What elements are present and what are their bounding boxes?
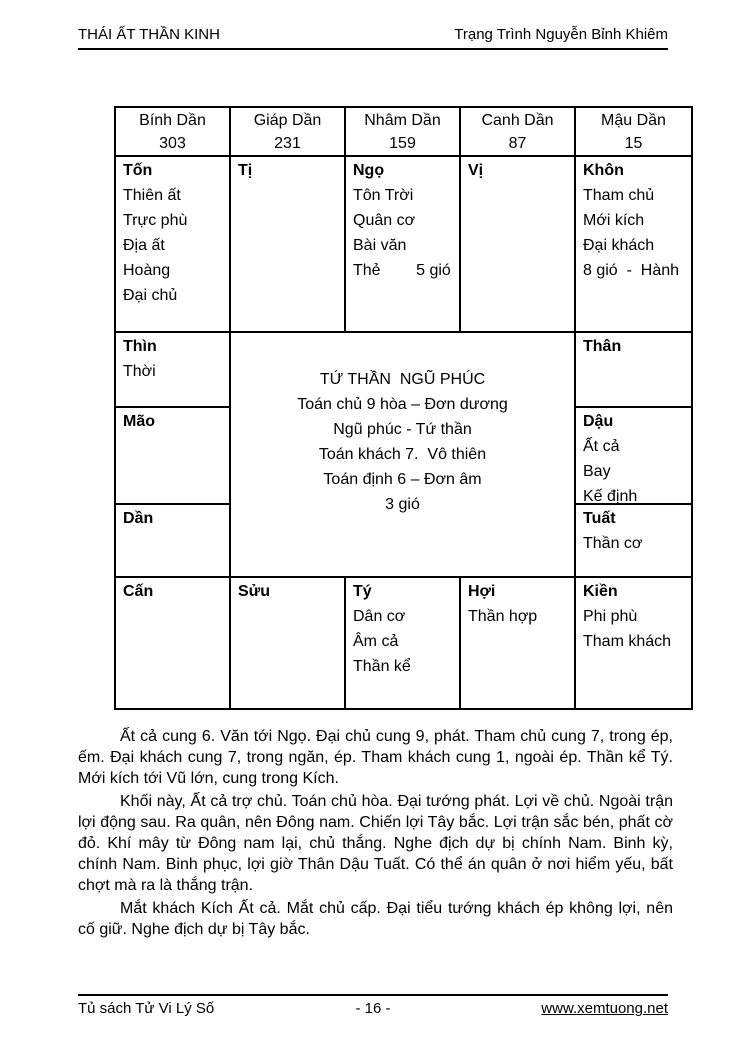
palace-lines: [353, 604, 452, 679]
year-name: Giáp Dần: [253, 112, 322, 129]
year-cell: [231, 108, 346, 157]
cell-line: Bay: [583, 463, 611, 480]
page-header: [78, 26, 668, 50]
palace-title: Thìn: [123, 338, 157, 355]
book-title: THÁI ẤT THẦN KINH: [78, 26, 220, 43]
cell-line: Thần kể: [353, 658, 411, 675]
palace-title: Khôn: [583, 162, 624, 179]
cell-line: Thiên ất: [123, 187, 181, 204]
cell-line: Toán chủ 9 hòa – Đơn dương: [297, 396, 508, 413]
cell-line: Toán định 6 – Đơn âm: [323, 471, 482, 488]
year-name: Canh Dần: [481, 112, 554, 129]
palace-title: Dần: [123, 510, 154, 527]
cell-line: 8 gió - Hành: [583, 262, 680, 279]
cell-line: Hoàng: [123, 262, 171, 279]
palace-cell-dau: [576, 408, 691, 505]
cell-line: Toán khách 7. Vô thiên: [318, 446, 487, 463]
center-title: TỨ THẦN NGŨ PHÚC: [319, 371, 486, 388]
palace-title: Dậu: [583, 413, 614, 430]
cell-line: 3 gió: [385, 496, 420, 513]
cell-line: Âm cả: [353, 633, 399, 650]
footer-page-number: - 16 -: [355, 1000, 391, 1017]
year-value: 159: [389, 135, 416, 152]
year-name: Mậu Dần: [601, 112, 666, 129]
book-author: Trạng Trình Nguyễn Bỉnh Khiêm: [454, 26, 668, 43]
palace-title: Ngọ: [353, 162, 385, 179]
cell-line: Thần cơ: [583, 535, 643, 552]
cell-line: Tham chủ: [583, 187, 655, 204]
palace-lines: [123, 359, 222, 384]
cell-line: Quân cơ: [353, 212, 416, 229]
year-cell: [116, 108, 231, 157]
palace-title: Vị: [468, 162, 484, 179]
cell-line: Dân cơ: [353, 608, 406, 625]
palace-cell-hoi: [461, 578, 576, 708]
palace-lines: [468, 604, 567, 629]
palace-cell-can: [116, 578, 231, 708]
cell-line: Ngũ phúc - Tứ thần: [333, 421, 472, 438]
palace-title: Tuất: [583, 510, 616, 527]
palace-title: Tốn: [123, 162, 153, 179]
year-name: Nhâm Dần: [364, 112, 441, 129]
palace-lines: [583, 434, 684, 505]
palace-title: Hợi: [468, 583, 496, 600]
cell-line: Thần hợp: [468, 608, 538, 625]
thai-at-chart-table: [114, 106, 693, 710]
paragraph: Khối này, Ất cả trợ chủ. Toán chủ hòa. Đại tướng phát. Lợi về chủ. Ngoài trận lợi động sau. Ra quân, nên Đông nam. Chiến lợi Tây bắc. Lợi trận sắc bén, phất cờ đỏ. Khí mây từ Đông nam lại, chủ thắng. Nghe địch dự bị chính Nam. Binh kỳ, chính Nam. Binh phục, lợi giờ Thân Dậu Tuất. Có thể án quân ở nơi hiểm yếu, bất chợt mà ra là thắng trận.: [78, 793, 673, 894]
center-lines: [231, 392, 574, 517]
palace-title: Thân: [583, 338, 622, 355]
cell-line: Bài văn: [353, 237, 407, 254]
palace-title: Tý: [353, 583, 372, 600]
palace-cell-ti: [231, 157, 346, 333]
center-summary-cell: [231, 333, 576, 578]
cell-line: Tham khách: [583, 633, 672, 650]
cell-line: Mới kích: [583, 212, 645, 229]
palace-cell-mao: [116, 408, 231, 505]
year-cell: [461, 108, 576, 157]
palace-cell-ty: [346, 578, 461, 708]
cell-line: Thẻ 5 gió: [353, 262, 451, 279]
year-cell: [576, 108, 691, 157]
cell-line: Tôn Trời: [353, 187, 414, 204]
paragraph: Ất cả cung 6. Văn tới Ngọ. Đại chủ cung 9, phát. Tham chủ cung 7, trong ép, ếm. Đại khách cung 7, trong ngăn, ép. Tham khách cung 1, ngoài ép. Thần kể Tý. Mới kích tới Vũ lớn, cung trong Kích.: [78, 728, 673, 787]
cell-line: Trực phù: [123, 212, 188, 229]
body-text: [78, 726, 673, 942]
palace-lines: [353, 183, 452, 283]
palace-cell-ngo: [346, 157, 461, 333]
paragraph: Mắt khách Kích Ất cả. Mắt chủ cấp. Đại tiểu tướng khách ép không lợi, nên cố giữ. Nghe địch dự bị Tây bắc.: [78, 900, 673, 938]
palace-title: Kiền: [583, 583, 618, 600]
palace-cell-vi: [461, 157, 576, 333]
palace-lines: [583, 531, 684, 556]
palace-lines: [583, 604, 684, 654]
cell-line: Địa ất: [123, 237, 165, 254]
year-value: 303: [159, 135, 186, 152]
palace-cell-khon: [576, 157, 691, 333]
year-cell: [346, 108, 461, 157]
cell-line: Ất cả: [583, 438, 620, 455]
palace-lines: [123, 183, 222, 308]
palace-cell-thin: [116, 333, 231, 408]
palace-cell-ton: [116, 157, 231, 333]
palace-title: Mão: [123, 413, 155, 430]
palace-cell-kien: [576, 578, 691, 708]
year-value: 15: [624, 135, 643, 152]
palace-lines: [583, 183, 684, 283]
palace-title: Sửu: [238, 583, 271, 600]
cell-line: Đại khách: [583, 237, 655, 254]
cell-line: Thời: [123, 363, 156, 380]
cell-line: Đại chủ: [123, 287, 178, 304]
palace-title: Tị: [238, 162, 253, 179]
palace-cell-dan: [116, 505, 231, 578]
cell-line: Phi phù: [583, 608, 638, 625]
cell-line: Kế định: [583, 488, 638, 505]
year-value: 231: [274, 135, 301, 152]
palace-cell-suu: [231, 578, 346, 708]
palace-cell-than: [576, 333, 691, 408]
footer-series: Tủ sách Tử Vi Lý Số: [78, 1000, 215, 1017]
palace-cell-tuat: [576, 505, 691, 578]
page-footer: [78, 994, 668, 1017]
footer-website-link[interactable]: www.xemtuong.net: [541, 1000, 669, 1017]
year-value: 87: [508, 135, 527, 152]
year-name: Bính Dần: [139, 112, 206, 129]
palace-title: Cấn: [123, 583, 154, 600]
